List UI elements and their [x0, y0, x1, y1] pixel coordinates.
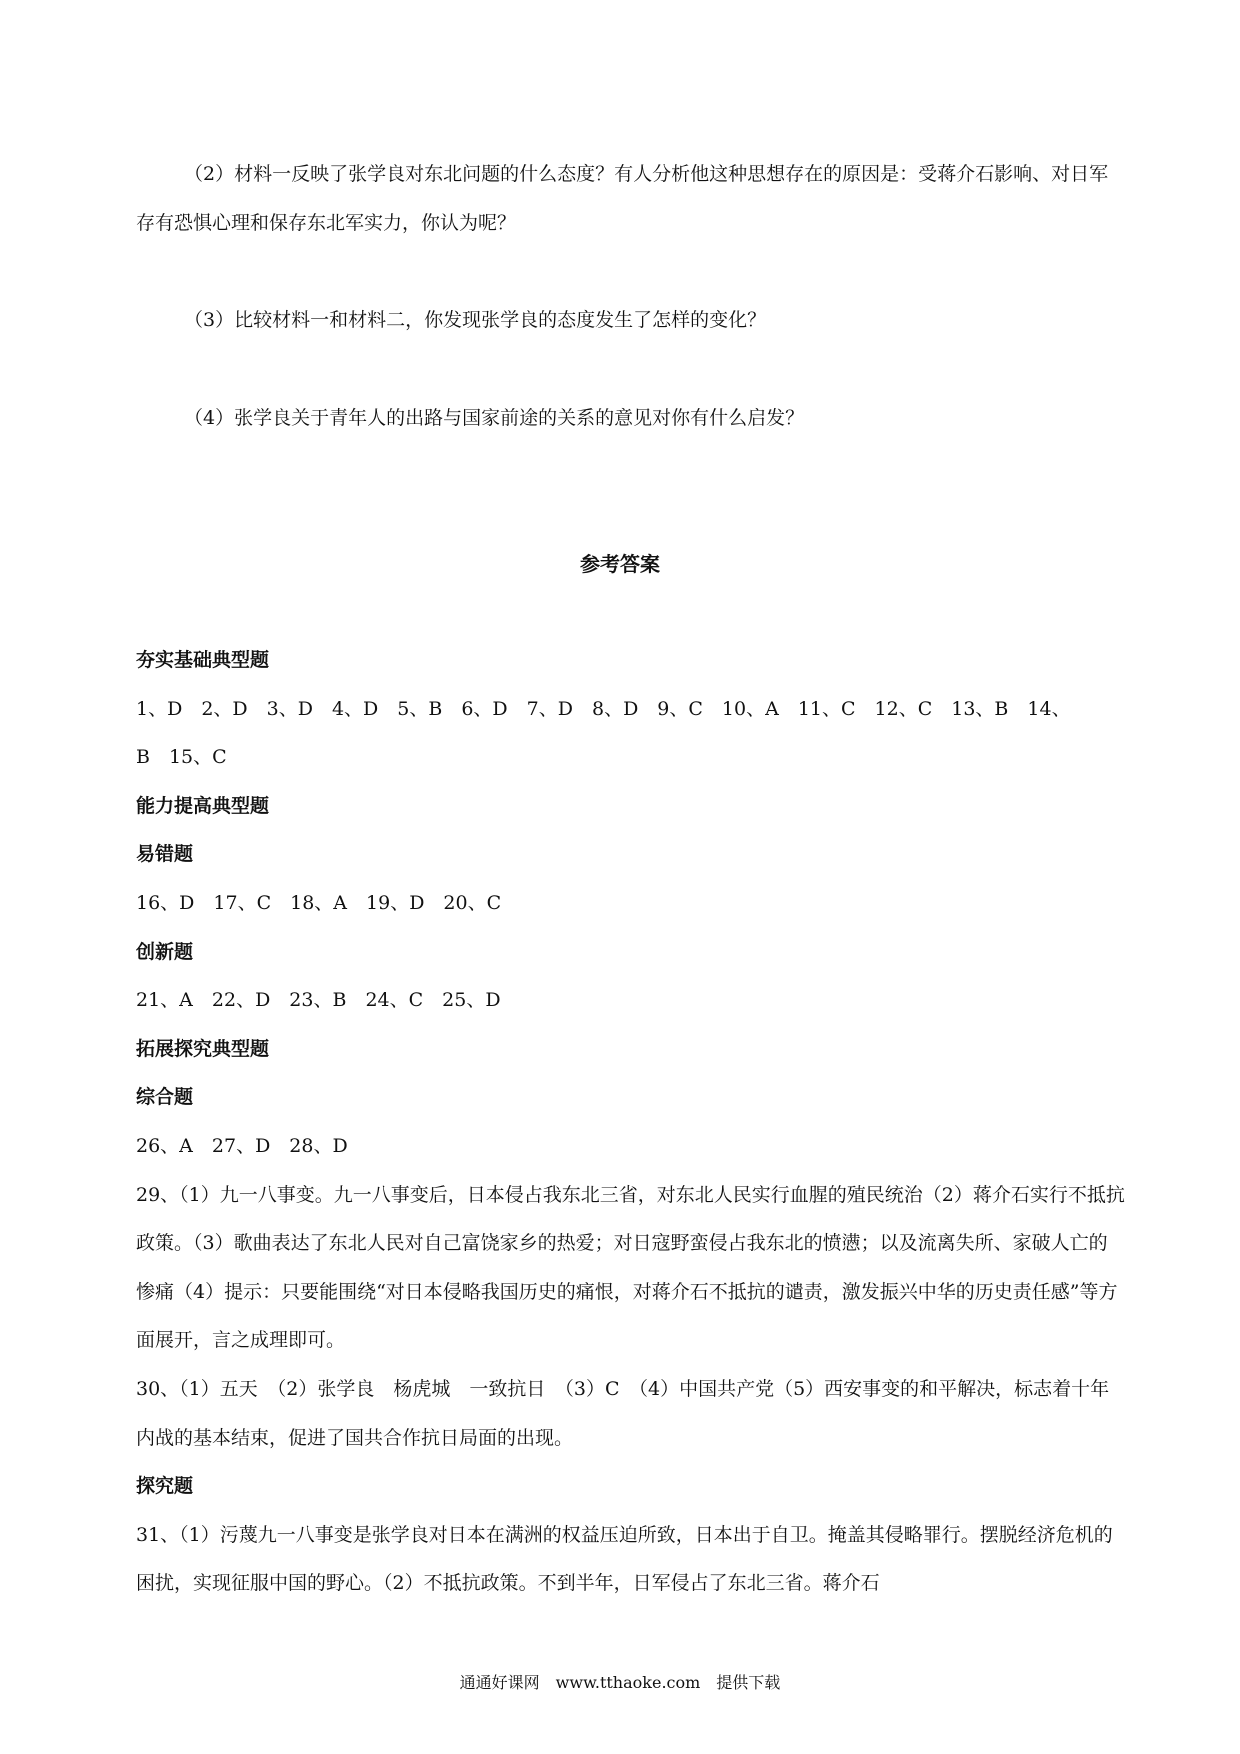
- answer-30: 30、（1）五天 （2）张学良 杨虎城 一致抗日 （3）C （4）中国共产党（5）西安事变的和平解决，标志着十年内战的基本结束，促进了国共合作抗日局面的出现。: [136, 1377, 1110, 1449]
- question-4: （4）张学良关于青年人的出路与国家前途的关系的意见对你有什么启发？: [184, 407, 805, 429]
- basic-answers-line-2: B 15、C: [136, 746, 227, 769]
- explore-heading: 探究题: [136, 1475, 194, 1498]
- answer-section: [136, 636, 1126, 1608]
- answer-title: 参考答案: [580, 552, 660, 576]
- question-2: （2）材料一反映了张学良对东北问题的什么态度？有人分析他这种思想存在的原因是：受蒋介石影响、对日军存有恐惧心理和保存东北军实力，你认为呢？: [136, 163, 1109, 234]
- ability-heading: 能力提高典型题: [136, 794, 270, 817]
- error-prone-answers: 16、D 17、C 18、A 19、D 20、C: [136, 891, 502, 914]
- innovation-answers: 21、A 22、D 23、B 24、C 25、D: [136, 989, 501, 1012]
- comprehensive-heading: 综合题: [136, 1086, 194, 1109]
- footer: 通通好课网 www.tthaoke.com 提供下载: [459, 1673, 781, 1692]
- question-3: （3）比较材料一和材料二，你发现张学良的态度发生了怎样的变化？: [184, 309, 767, 331]
- comprehensive-answers: 26、A 27、D 28、D: [136, 1134, 348, 1157]
- basic-heading: 夯实基础典型题: [136, 649, 270, 671]
- answer-29: 29、（1）九一八事变。九一八事变后，日本侵占我东北三省，对东北人民实行血腥的殖民统治（2）蒋介石实行不抵抗政策。（3）歌曲表达了东北人民对自己富饶家乡的热爱；对日寇野蛮侵占我东北的愤懑；以及流离失所、家破人亡的惨痛（4）提示：只要能围绕“对日本侵略我国历史的痛恨，对蒋介石不抵抗的谴责，激发振兴中华的历史责任感”等方面展开，言之成理即可。: [136, 1183, 1125, 1352]
- error-prone-heading: 易错题: [136, 843, 194, 866]
- expand-heading: 拓展探究典型题: [136, 1037, 270, 1060]
- innovation-heading: 创新题: [136, 940, 194, 963]
- basic-answers-line-1: 1、D 2、D 3、D 4、D 5、B 6、D 7、D 8、D 9、C 10、A 11、C 12、C 13、B 14、: [136, 697, 1071, 720]
- answer-31: 31、（1）污蔑九一八事变是张学良对日本在满洲的权益压迫所致，日本出于自卫。掩盖其侵略罪行。摆脱经济危机的困扰，实现征服中国的野心。（2）不抵抗政策。不到半年，日军侵占了东北三省。蒋介石: [136, 1523, 1113, 1595]
